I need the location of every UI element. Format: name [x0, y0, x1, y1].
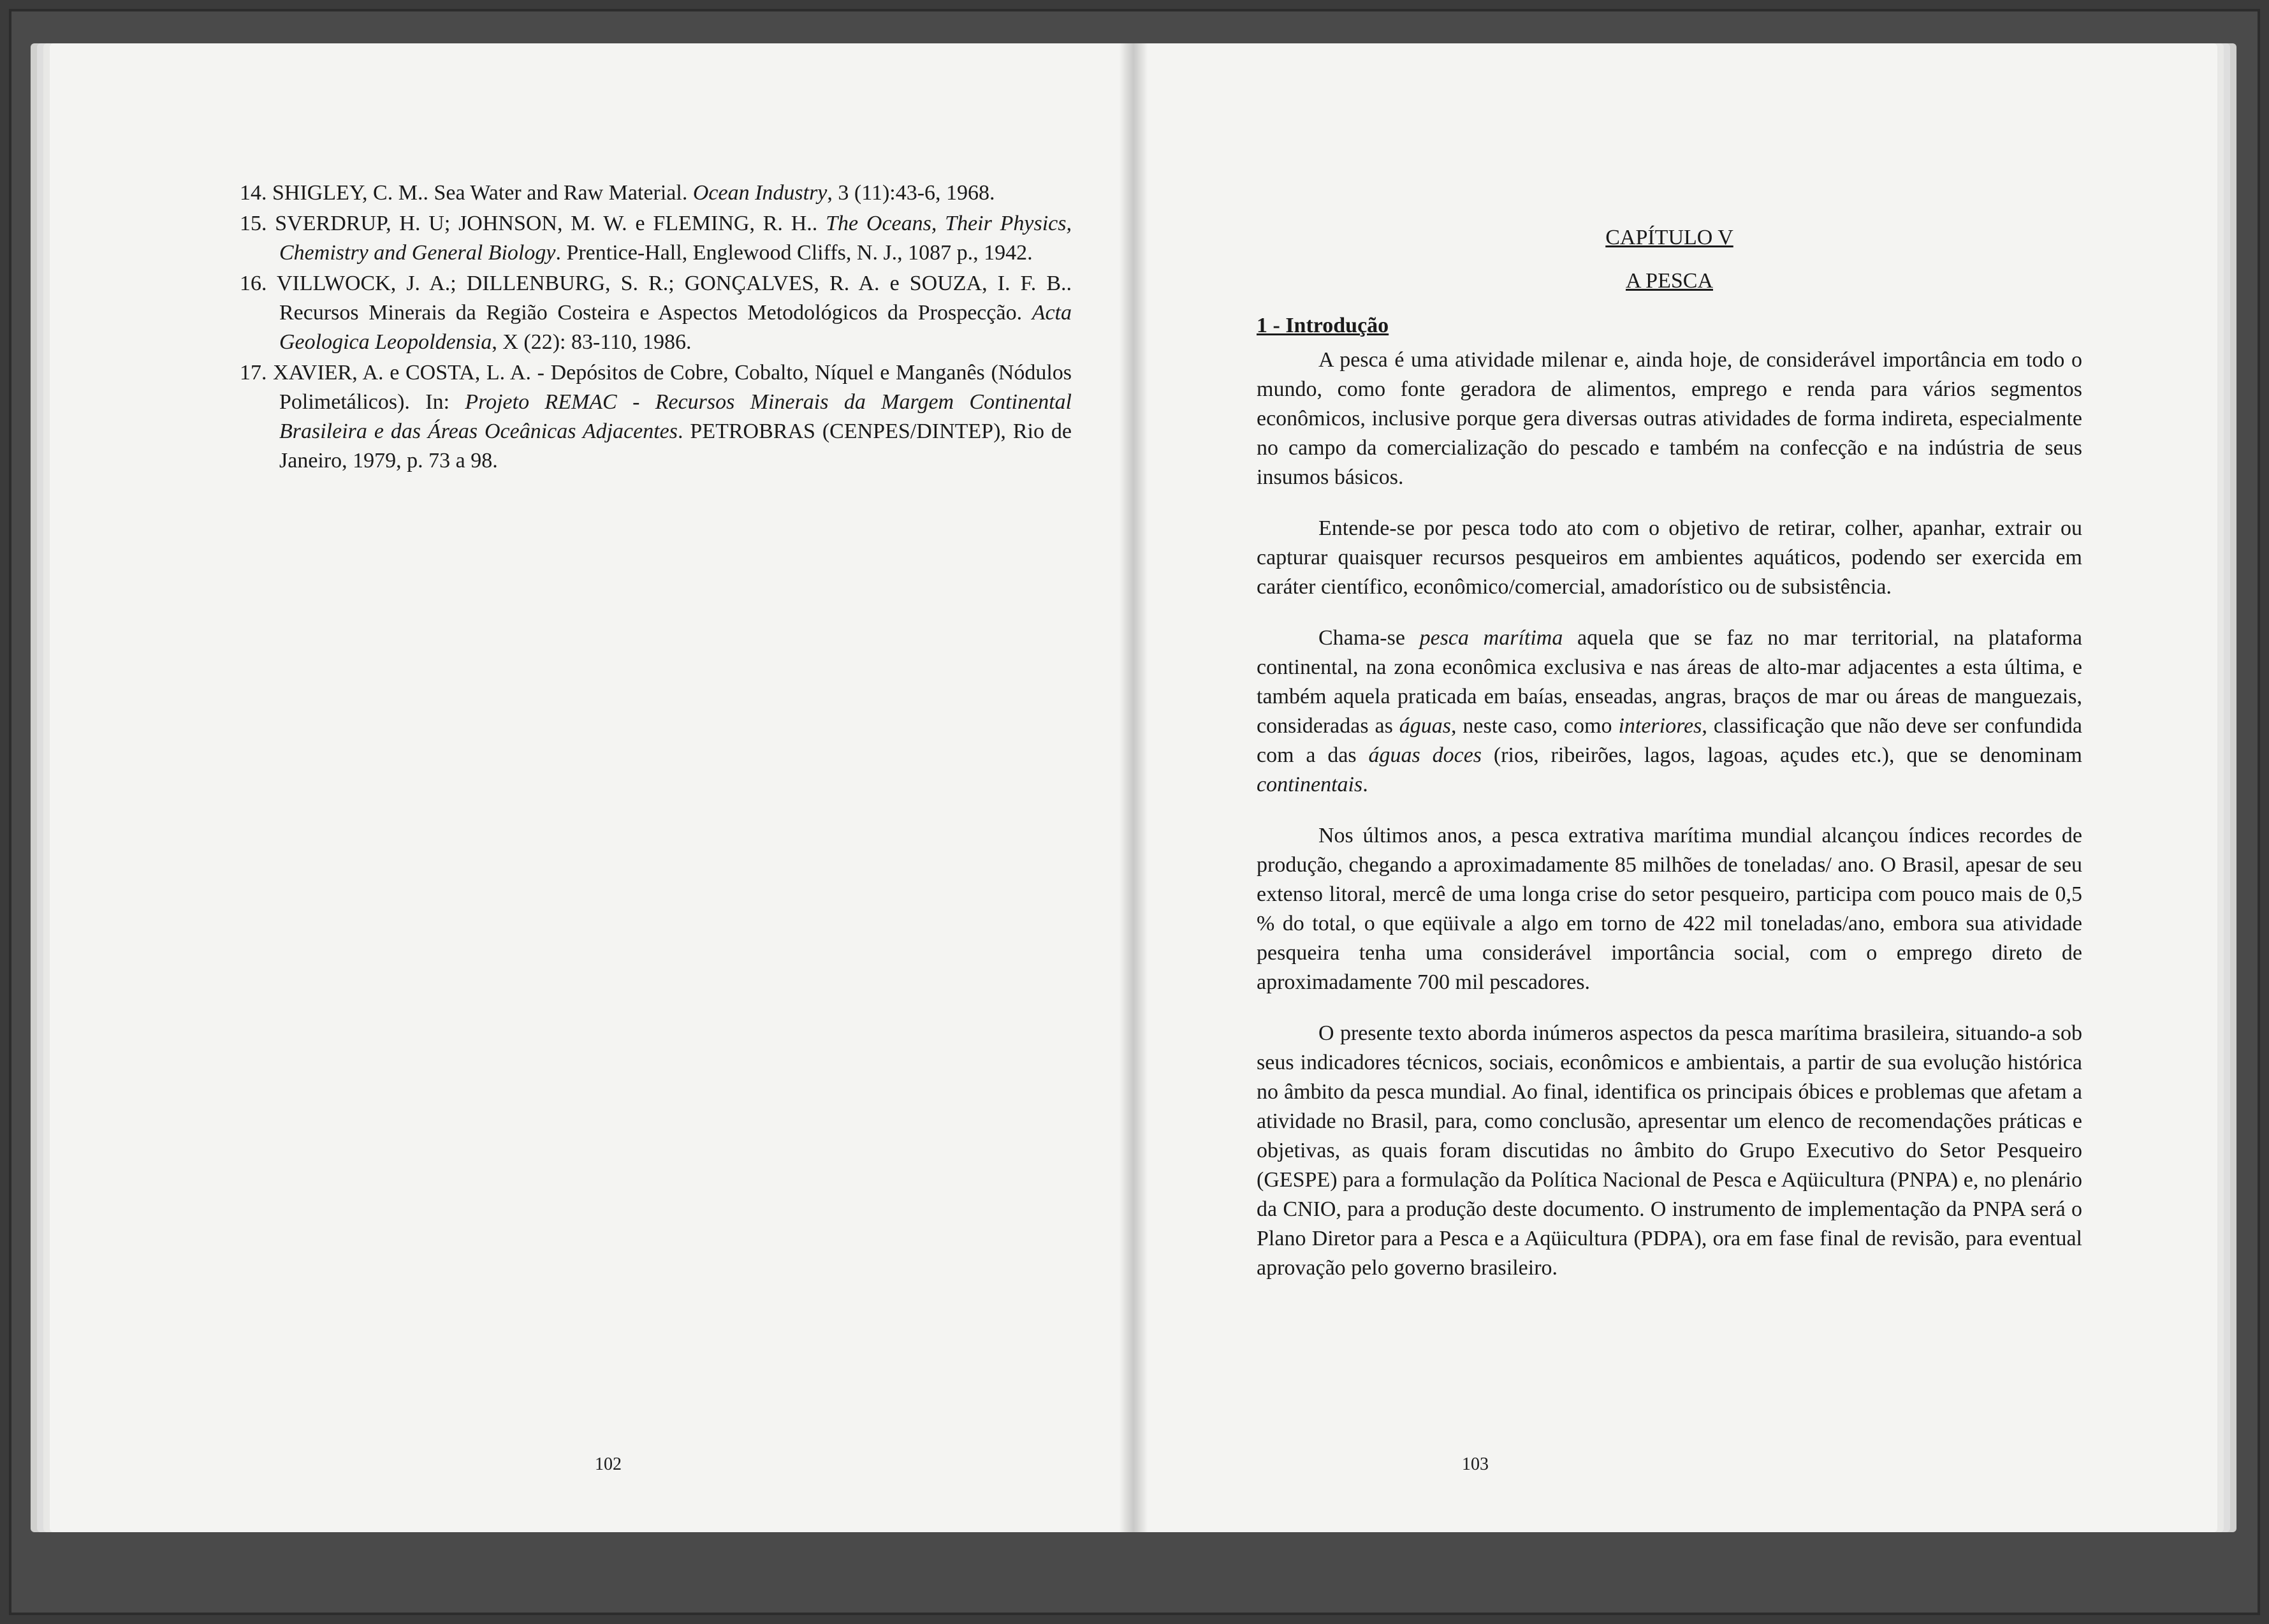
right-page: [1134, 43, 2217, 1532]
reference-list: [240, 179, 1072, 477]
left-page: [50, 43, 1134, 1532]
chapter-heading: CAPÍTULO V: [1605, 226, 1733, 249]
page-number-right: 103: [1462, 1454, 1489, 1474]
paragraph-3: Chama-se pesca marítima aquela que se faz no mar territorial, na plataforma continental, na zona econômica exclusiva e nas áreas de alto-mar adjacentes a esta última, e também aquela praticada em baías, enseadas, angras, braços de mar ou áreas de manguezais, consideradas as águas, neste caso, como interiores, classificação que não deve ser confundida com a das águas doces (rios, ribeirões, lagos, lagoas, açudes etc.), que se denominam continentais.: [1257, 626, 2083, 796]
reference-17: 17. XAVIER, A. e COSTA, L. A. - Depósitos de Cobre, Cobalto, Níquel e Manganês (Nódulos Polimetálicos). In: Projeto REMAC - Recursos Minerais da Margem Continental Brasileira e das Áreas Oceânicas Adjacentes. PETROBRAS (CENPES/DINTEP), Rio de Janeiro, 1979, p. 73 a 98.: [240, 361, 1072, 472]
chapter-title: A PESCA: [1626, 269, 1713, 293]
paragraph-1: A pesca é uma atividade milenar e, ainda hoje, de considerável importância em todo o mundo, como fonte geradora de alimentos, emprego e renda para vários segmentos econômicos, inclusive porque gera diversas outras atividades de forma indireta, especialmente no campo da comercialização do pescado e também na confecção e na indústria de seus insumos básicos.: [1257, 348, 2082, 489]
reference-14: 14. SHIGLEY, C. M.. Sea Water and Raw Material. Ocean Industry, 3 (11):43-6, 1968.: [240, 181, 995, 205]
section-heading: 1 - Introdução: [1257, 314, 1389, 337]
paragraph-5: O presente texto aborda inúmeros aspectos da pesca marítima brasileira, situando-a sob seus indicadores técnicos, sociais, econômicos e ambientais, a partir de sua evolução histórica no âmbito da pesca mundial. Ao final, identifica os principais óbices e problemas que afetam a atividade no Brasil, para, como conclusão, apresentar um elenco de recomendações práticas e objetivas, as quais foram discutidas no âmbito do Grupo Executivo do Setor Pesqueiro (GESPE) para a formulação da Política Nacional de Pesca e Aqüicultura (PNPA) e, no plenário da CNIO, para a produção deste documento. O instrumento de implementação da PNPA será o Plano Diretor para a Pesca e a Aqüicultura (PDPA), ora em fase final de revisão, para eventual aprovação pelo governo brasileiro.: [1257, 1021, 2082, 1280]
paragraph-2: Entende-se por pesca todo ato com o objetivo de retirar, colher, apanhar, extrair ou capturar quaisquer recursos pesqueiros em ambientes aquáticos, podendo ser exercida em caráter científico, econômico/comercial, amadorístico ou de subsistência.: [1257, 516, 2082, 599]
page-number-left: 102: [595, 1454, 622, 1474]
chapter-body: [1257, 223, 2082, 1305]
paragraph-4: Nos últimos anos, a pesca extrativa marítima mundial alcançou índices recordes de produção, chegando a aproximadamente 85 milhões de toneladas/ ano. O Brasil, apesar de seu extenso litoral, mercê de uma longa crise do setor pesqueiro, participa com pouco mais de 0,5 % do total, o que eqüivale a algo em torno de 422 mil toneladas/ano, embora sua atividade pesqueira tenha uma considerável importância social, com o emprego direto de aproximadamente 700 mil pescadores.: [1257, 824, 2082, 994]
reference-15: 15. SVERDRUP, H. U; JOHNSON, M. W. e FLEMING, R. H.. The Oceans, Their Physics, Chemistry and General Biology. Prentice-Hall, Englewood Cliffs, N. J., 1087 p., 1942.: [240, 212, 1072, 265]
book-gutter: [1119, 43, 1148, 1532]
reference-16: 16. VILLWOCK, J. A.; DILLENBURG, S. R.; GONÇALVES, R. A. e SOUZA, I. F. B.. Recursos Minerais da Região Costeira e Aspectos Metodológicos da Prospecção. Acta Geologica Leopoldensia, X (22): 83-110, 1986.: [240, 272, 1072, 354]
